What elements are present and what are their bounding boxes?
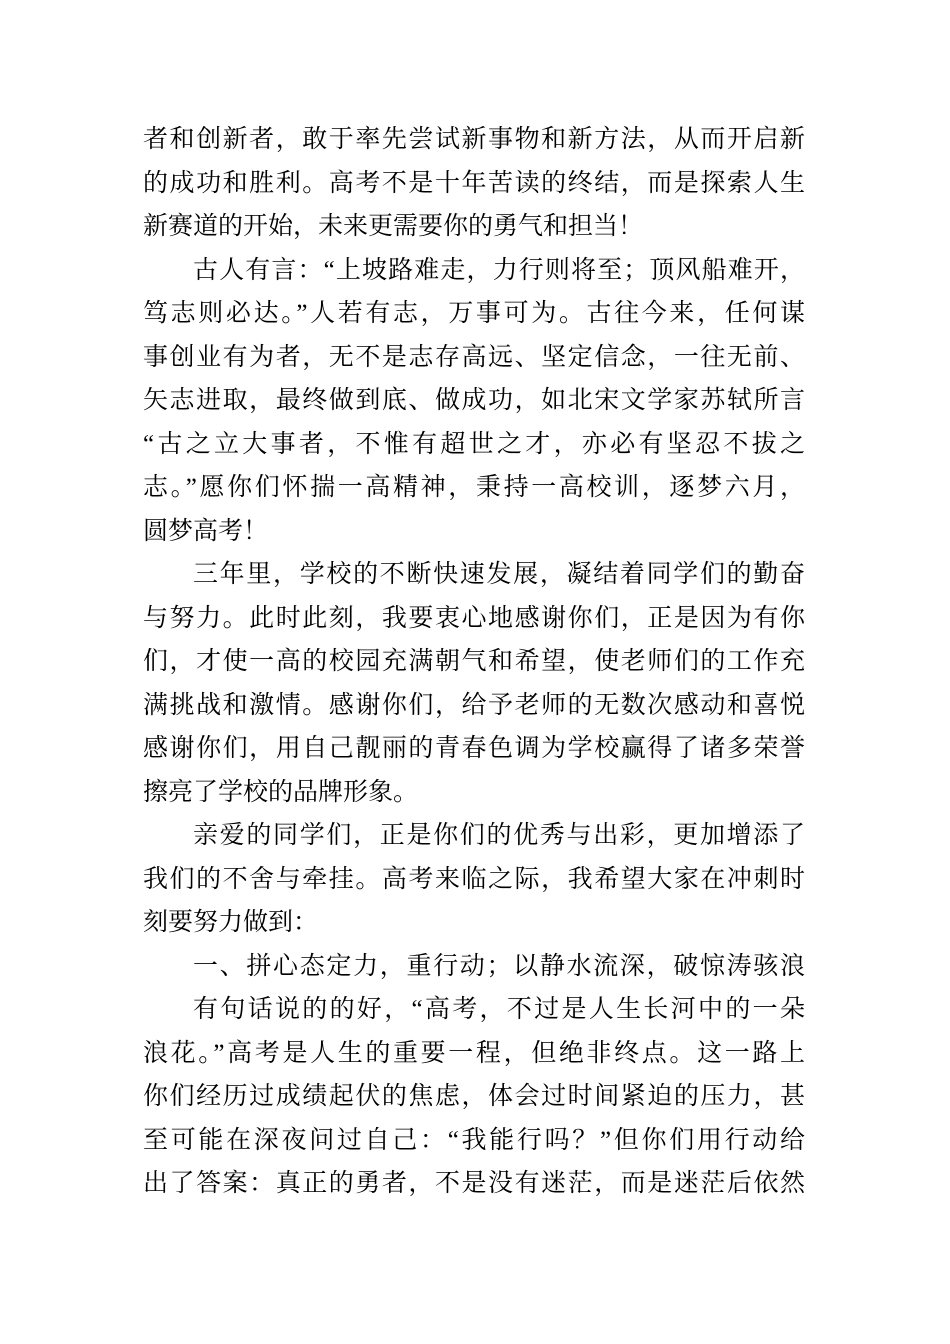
text-line: 古人有言：“上坡路难走，力行则将至；顶风船难开， <box>193 256 805 284</box>
text-line: 新赛道的开始，未来更需要你的勇气和担当！ <box>143 213 644 240</box>
text-line: 事创业有为者，无不是志存高远、坚定信念，一往无前、 <box>143 343 805 371</box>
text-line: 三年里，学校的不断快速发展，凝结着同学们的勤奋 <box>193 561 805 588</box>
text-line: 我们的不舍与牵挂。高考来临之际，我希望大家在冲刺时 <box>143 865 805 893</box>
paragraph <box>143 553 805 814</box>
text-line: 刻要努力做到： <box>143 909 319 936</box>
text-line: 矢志进取，最终做到底、做成功，如北宋文学家苏轼所言 <box>143 387 805 414</box>
text-line: 与努力。此时此刻，我要衷心地感谢你们，正是因为有你 <box>143 604 805 632</box>
text-line: 者和创新者，敢于率先尝试新事物和新方法，从而开启新 <box>143 126 805 153</box>
text-line: 满挑战和激情。感谢你们，给予老师的无数次感动和喜悦 <box>143 691 805 719</box>
text-line: 感谢你们，用自己靓丽的青春色调为学校赢得了诸多荣誉 <box>143 735 805 762</box>
section-heading: 一、拼心态定力，重行动；以静水流深，破惊涛骇浪 <box>193 952 805 980</box>
paragraph <box>143 988 805 1206</box>
text-line: “古之立大事者，不惟有超世之才，亦必有坚忍不拔之 <box>143 430 805 458</box>
text-line: 浪花。”高考是人生的重要一程，但绝非终点。这一路上 <box>143 1039 805 1067</box>
paragraph <box>143 118 805 249</box>
text-line: 的成功和胜利。高考不是十年苦读的终结，而是探索人生 <box>143 169 805 197</box>
text-line: 圆梦高考！ <box>143 517 269 545</box>
text-line: 志。”愿你们怀揣一高精神，秉持一高校训，逐梦六月， <box>143 474 805 501</box>
text-line: 至可能在深夜问过自己：“我能行吗？”但你们用行动给 <box>143 1126 805 1154</box>
paragraph <box>143 945 805 989</box>
text-line: 亲爱的同学们，正是你们的优秀与出彩，更加增添了 <box>193 822 805 849</box>
paragraph <box>143 814 805 945</box>
text-line: 们，才使一高的校园充满朝气和希望，使老师们的工作充 <box>143 648 805 675</box>
text-line: 你们经历过成绩起伏的焦虑，体会过时间紧迫的压力，甚 <box>143 1083 805 1110</box>
text-line: 笃志则必达。”人若有志，万事可为。古往今来，任何谋 <box>143 300 805 327</box>
text-line: 擦亮了学校的品牌形象。 <box>143 778 419 806</box>
paragraph <box>143 249 805 554</box>
text-line: 有句话说的的好，“高考，不过是人生长河中的一朵 <box>193 996 805 1023</box>
text-line: 出了答案：真正的勇者，不是没有迷茫，而是迷茫后依然 <box>143 1170 805 1197</box>
